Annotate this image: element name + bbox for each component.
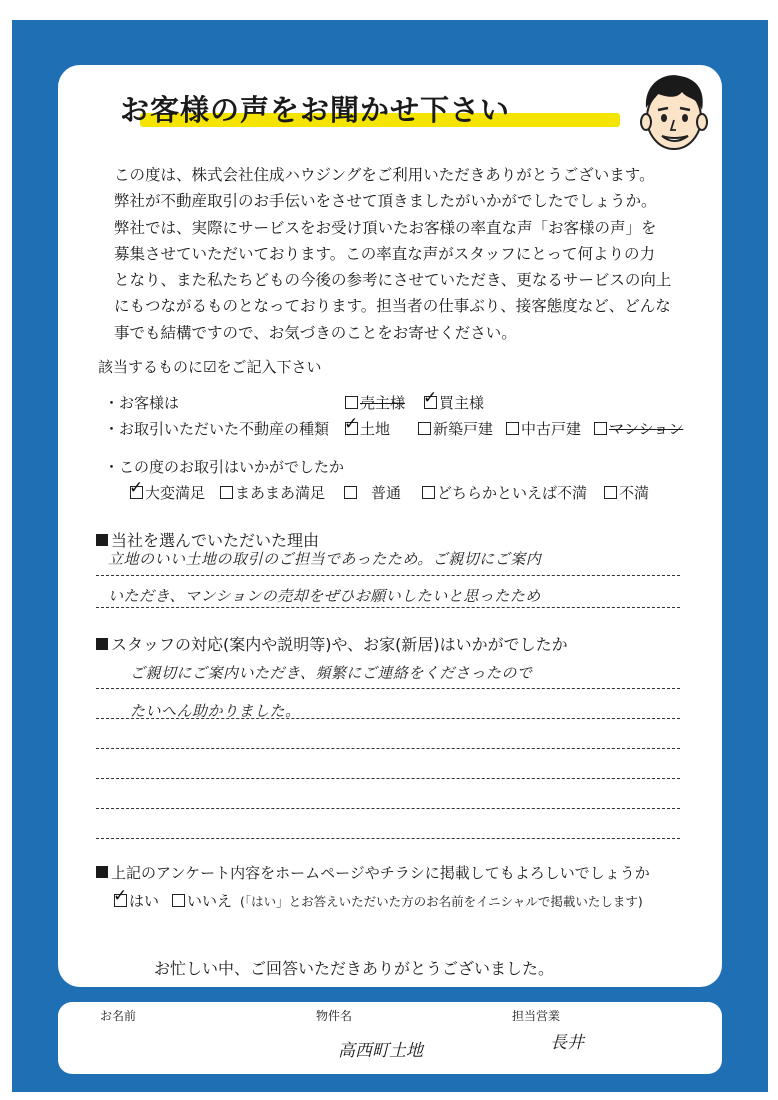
option-label: 買主様 (439, 394, 485, 412)
staff-answer-line: ご親切にご案内いただき、頻繁にご連絡をくださったので (130, 664, 533, 682)
option-yes[interactable] (113, 886, 160, 911)
option-neutral[interactable] (344, 482, 401, 503)
property-value: 高西町土地 (338, 1041, 423, 1061)
checkmark-icon: ✓ (129, 478, 144, 498)
checkbox[interactable] (506, 422, 519, 435)
option-dissatisfied[interactable] (604, 482, 649, 503)
satisfaction-label: ・この度のお取引はいかがでしたか (104, 458, 345, 476)
dashed-line (96, 575, 680, 576)
option-label: 不満 (619, 484, 650, 502)
dashed-line (96, 688, 680, 689)
option-very-satisfied[interactable] (129, 478, 206, 503)
option-somewhat-dissatisfied[interactable] (422, 482, 587, 503)
page-title: お客様の声をお聞かせ下さい (120, 93, 511, 127)
option-used-house[interactable] (506, 418, 581, 439)
option-label: 土地 (360, 420, 391, 438)
staff-answer-line: たいへん助かりました。 (130, 702, 301, 720)
option-seller[interactable] (345, 392, 405, 413)
dashed-line (96, 718, 680, 719)
dashed-line (96, 838, 680, 839)
dashed-line (96, 808, 680, 809)
property-type-label: ・お取引いただいた不動産の種類 (104, 420, 330, 438)
option-land[interactable] (344, 414, 391, 439)
option-label: 売主様 (360, 394, 406, 412)
checkmark-icon: ✓ (344, 414, 359, 434)
option-mansion[interactable] (594, 418, 683, 439)
reason-answer-line: いただき、マンションの売却をぜひお願いしたいと思ったため (108, 587, 541, 605)
dashed-line (96, 607, 680, 608)
dashed-line (96, 778, 680, 779)
customer-type-label: ・お客様は (104, 394, 180, 412)
mascot-face-icon (636, 70, 712, 156)
property-label: 物件名 (316, 1009, 353, 1023)
option-label: いいえ (187, 892, 233, 910)
intro-line: 事でも結構ですので、お気づきのことをお寄せください。 (114, 323, 517, 342)
checkbox[interactable] (344, 414, 359, 435)
publish-note: (「はい」とお答えいただいた方のお名前をイニシャルで掲載いたします) (240, 894, 643, 909)
option-somewhat-satisfied[interactable] (220, 482, 325, 503)
option-label: 新築戸建 (433, 420, 494, 438)
checkmark-icon: ✓ (423, 388, 438, 408)
checkbox[interactable] (594, 422, 607, 435)
publish-heading-text: 上記のアンケート内容をホームページやチラシに掲載してもよろしいでしょうか (111, 864, 650, 882)
intro-text (114, 162, 704, 346)
intro-line: 弊社では、実際にサービスをお受け頂いたお客様の率直な声「お客様の声」を (114, 218, 657, 237)
intro-line: となり、また私たちどもの今後の参考にさせていただき、更なるサービスの向上 (114, 271, 672, 290)
square-bullet-icon (96, 534, 108, 546)
checkbox[interactable] (418, 422, 431, 435)
option-label: 普通 (371, 484, 402, 502)
staff-heading (96, 632, 568, 655)
checkmark-icon: ✓ (113, 886, 128, 906)
checkbox[interactable] (172, 894, 185, 907)
intro-line: 募集させていただいております。この率直な声がスタッフにとって何よりの力 (114, 244, 655, 263)
intro-line: にもつながるものとなっております。担当者の仕事ぶり、接客態度など、どんな (114, 297, 671, 316)
option-label: 大変満足 (145, 484, 206, 502)
square-bullet-icon (96, 866, 108, 878)
option-label: はい (129, 892, 160, 910)
staff-value: 長井 (550, 1033, 584, 1053)
dashed-line (96, 748, 680, 749)
option-buyer[interactable] (423, 388, 485, 413)
instruction-text: 該当するものに☑をご記入下さい (98, 358, 322, 376)
intro-line: 弊社が不動産取引のお手伝いをさせて頂きましたがいかがでしたでしょうか。 (114, 192, 657, 211)
checkbox[interactable] (422, 486, 435, 499)
name-label: お名前 (100, 1009, 137, 1023)
reason-answer-line: 立地のいい土地の取引のご担当であったため。ご親切にご案内 (108, 550, 542, 568)
option-label: 中古戸建 (521, 420, 582, 438)
option-no[interactable] (172, 890, 643, 911)
intro-line: この度は、株式会社住成ハウジングをご利用いただきありがとうございます。 (114, 166, 655, 184)
option-label: どちらかといえば不満 (437, 484, 588, 502)
checkbox[interactable] (129, 478, 144, 499)
checkbox[interactable] (113, 886, 128, 907)
option-label: まあまあ満足 (235, 484, 326, 502)
checkbox[interactable] (344, 486, 357, 499)
reason-heading-text: 当社を選んでいただいた理由 (111, 531, 320, 550)
publish-heading (96, 862, 650, 883)
square-bullet-icon (96, 638, 108, 650)
option-new-house[interactable] (418, 418, 493, 439)
staff-heading-text: スタッフの対応(案内や説明等)や、お家(新居)はいかがでしたか (111, 635, 568, 654)
checkbox[interactable] (220, 486, 233, 499)
checkbox[interactable] (604, 486, 617, 499)
option-label: マンション (609, 420, 684, 438)
staff-label: 担当営業 (512, 1009, 561, 1023)
thanks-text: お忙しい中、ご回答いただきありがとうございました。 (154, 959, 555, 978)
checkbox[interactable] (345, 396, 358, 409)
checkbox[interactable] (423, 388, 438, 409)
